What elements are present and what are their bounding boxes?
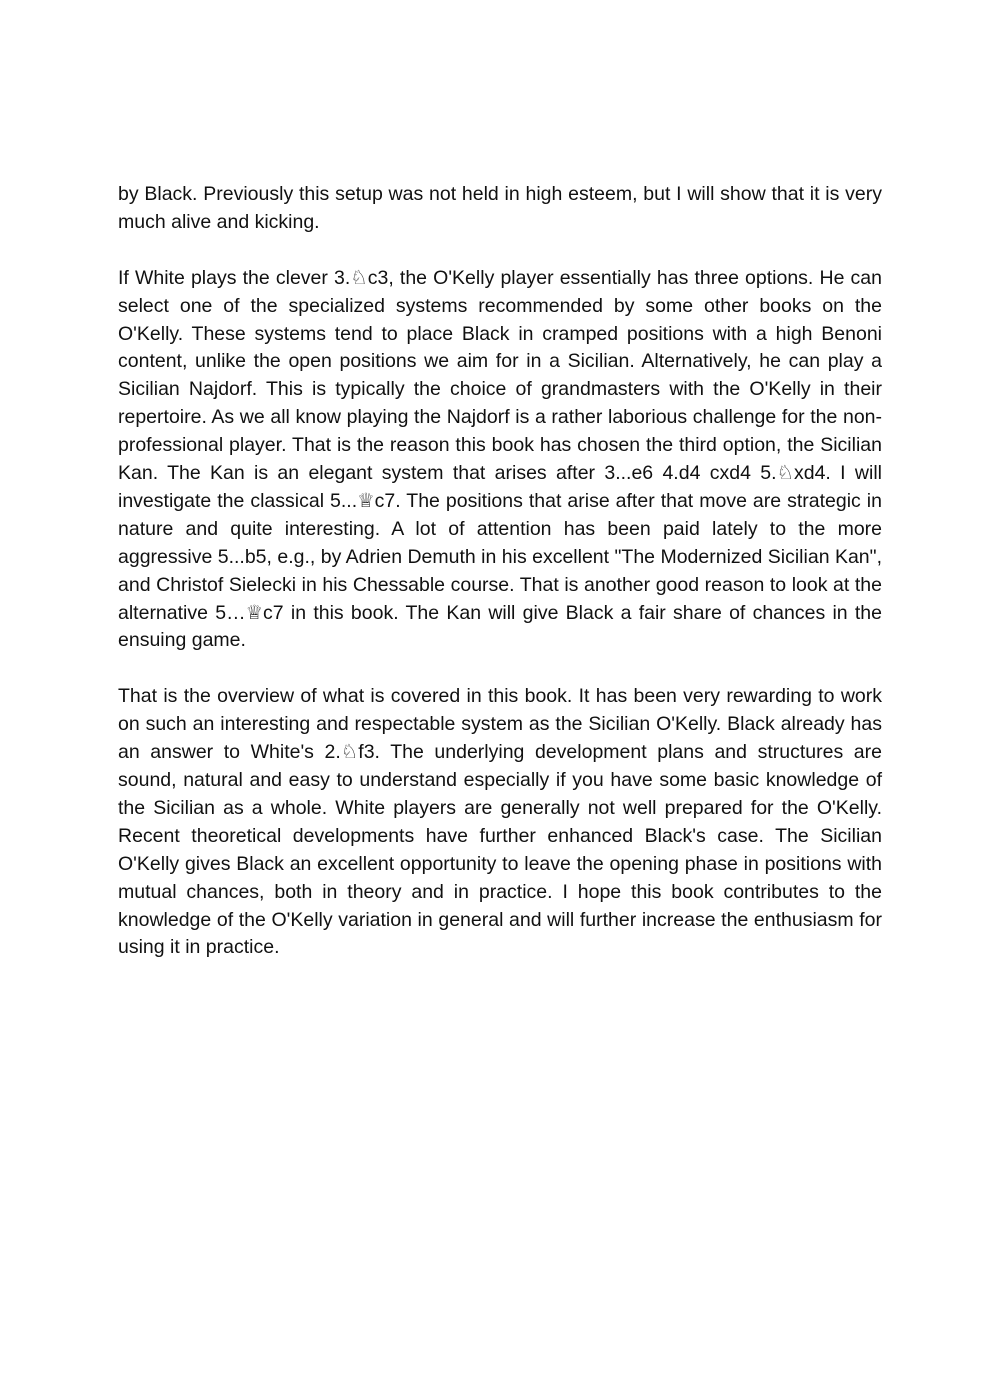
- paragraph-2: If White plays the clever 3.♘c3, the O'Kelly player essentially has three options. He can select one of the specialized systems recommended by some other books on the O'Kelly. These systems tend to place Black in cramped positions with a high Benoni content, unlike the open positions we aim for in a Sicilian. Alternatively, he can play a Sicilian Najdorf. This is typically the choice of grandmasters with the O'Kelly in their repertoire. As we all know playing the Najdorf is a rather laborious challenge for the non-professional player. That is the reason this book has chosen the third option, the Sicilian Kan. The Kan is an elegant system that arises after 3...e6 4.d4 cxd4 5.♘xd4. I will investigate the classical 5...♕c7. The positions that arise after that move are strategic in nature and quite interesting. A lot of attention has been paid lately to the more aggressive 5...b5, e.g., by Adrien Demuth in his excellent "The Modernized Sicilian Kan", and Christof Sielecki in his Chessable course. That is another good reason to look at the alternative 5…♕c7 in this book. The Kan will give Black a fair share of chances in the ensuing game.: [118, 266, 882, 652]
- page-body: [118, 181, 882, 962]
- paragraph-1: by Black. Previously this setup was not held in high esteem, but I will show that it is very much alive and kicking.: [118, 183, 882, 233]
- paragraph-3: That is the overview of what is covered in this book. It has been very rewarding to work on such an interesting and respectable system as the Sicilian O'Kelly. Black already has an answer to White's 2.♘f3. The underlying development plans and structures are sound, natural and easy to understand especially if you have some basic knowledge of the Sicilian as a whole. White players are generally not well prepared for the O'Kelly. Recent theoretical developments have further enhanced Black's case. The Sicilian O'Kelly gives Black an excellent opportunity to leave the opening phase in positions with mutual chances, both in theory and in practice. I hope this book contributes to the knowledge of the O'Kelly variation in general and will further increase the enthusiasm for using it in practice.: [118, 685, 882, 959]
